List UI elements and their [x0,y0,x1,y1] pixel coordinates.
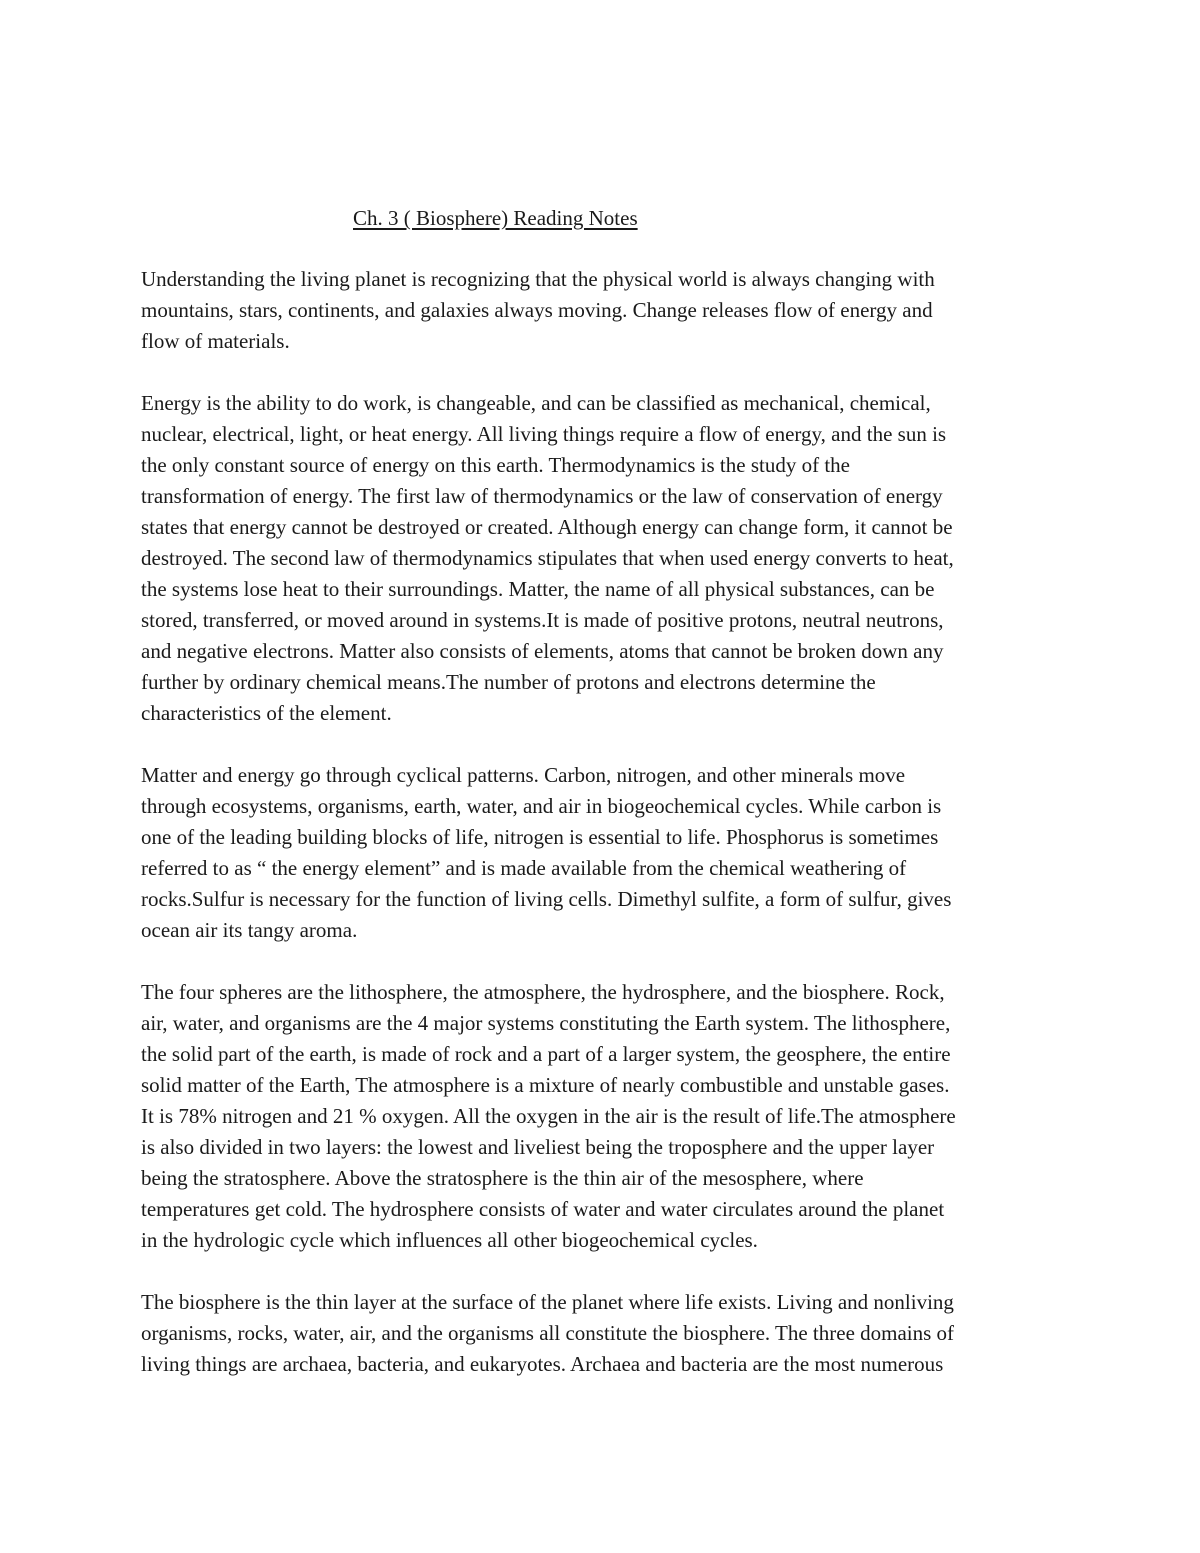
text-line: air, water, and organisms are the 4 major systems constituting the Earth system. The lithosphere, [141,1011,951,1035]
text-line: mountains, stars, continents, and galaxies always moving. Change releases flow of energy and [141,298,933,322]
text-line: through ecosystems, organisms, earth, water, and air in biogeochemical cycles. While carbon is [141,794,942,818]
page-title: Ch. 3 ( Biosphere) Reading Notes [353,206,638,230]
text-line: in the hydrologic cycle which influences all other biogeochemical cycles. [141,1228,758,1252]
paragraph-cycles [141,760,1066,946]
text-line: solid matter of the Earth, The atmosphere is a mixture of nearly combustible and unstable gases. [141,1073,950,1097]
text-line: destroyed. The second law of thermodynamics stipulates that when used energy converts to heat, [141,546,954,570]
text-line: nuclear, electrical, light, or heat energy. All living things require a flow of energy, and the sun is [141,422,947,446]
text-line: organisms, rocks, water, air, and the organisms all constitute the biosphere. The three domains of [141,1321,955,1345]
text-line: Energy is the ability to do work, is changeable, and can be classified as mechanical, chemical, [141,391,931,415]
text-line: Understanding the living planet is recognizing that the physical world is always changing with [141,267,935,291]
text-line: transformation of energy. The first law of thermodynamics or the law of conservation of energy [141,484,943,508]
text-line: further by ordinary chemical means.The number of protons and electrons determine the [141,670,876,694]
text-line: flow of materials. [141,329,290,353]
text-line: states that energy cannot be destroyed or created. Although energy can change form, it cannot be [141,515,953,539]
text-line: characteristics of the element. [141,701,392,725]
text-line: and negative electrons. Matter also consists of elements, atoms that cannot be broken down any [141,639,944,663]
text-line: It is 78% nitrogen and 21 % oxygen. All the oxygen in the air is the result of life.The atmosphere [141,1104,956,1128]
text-line: stored, transferred, or moved around in systems.It is made of positive protons, neutral neutrons, [141,608,944,632]
text-line: Matter and energy go through cyclical patterns. Carbon, nitrogen, and other minerals move [141,763,906,787]
text-line: being the stratosphere. Above the stratosphere is the thin air of the mesosphere, where [141,1166,864,1190]
text-line: the systems lose heat to their surroundings. Matter, the name of all physical substances, can be [141,577,935,601]
text-line: ocean air its tangy aroma. [141,918,358,942]
text-line: temperatures get cold. The hydrosphere consists of water and water circulates around the planet [141,1197,945,1221]
text-line: the solid part of the earth, is made of rock and a part of a larger system, the geosphere, the entire [141,1042,951,1066]
paragraph-spheres [141,977,1066,1256]
text-line: the only constant source of energy on this earth. Thermodynamics is the study of the [141,453,850,477]
paragraph-intro [141,264,1066,357]
paragraph-energy [141,388,1066,729]
paragraph-biosphere [141,1287,1066,1380]
text-line: The four spheres are the lithosphere, the atmosphere, the hydrosphere, and the biosphere. Rock, [141,980,945,1004]
document-body [141,264,1066,1411]
text-line: is also divided in two layers: the lowest and liveliest being the troposphere and the upper layer [141,1135,935,1159]
text-line: referred to as “ the energy element” and is made available from the chemical weathering of [141,856,907,880]
text-line: rocks.Sulfur is necessary for the function of living cells. Dimethyl sulfite, a form of sulfur, gives [141,887,952,911]
text-line: one of the leading building blocks of life, nitrogen is essential to life. Phosphorus is sometimes [141,825,939,849]
text-line: The biosphere is the thin layer at the surface of the planet where life exists. Living and nonliving [141,1290,954,1314]
text-line: living things are archaea, bacteria, and eukaryotes. Archaea and bacteria are the most numerous [141,1352,944,1376]
